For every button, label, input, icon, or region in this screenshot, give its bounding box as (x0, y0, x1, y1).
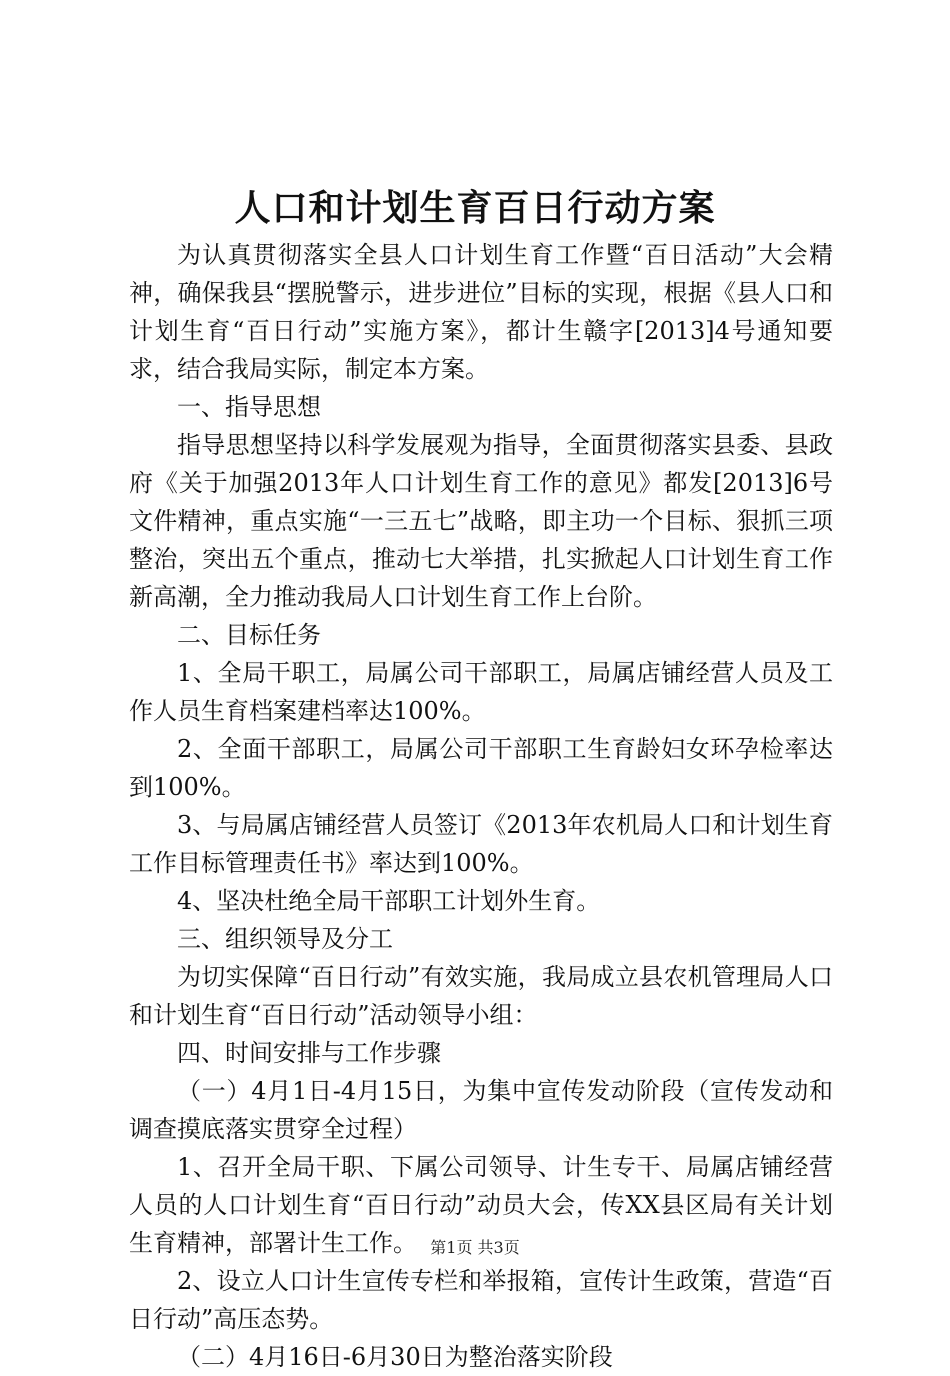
list-item-target-3: 3、与局属店铺经营人员签订《2013年农机局人口和计划生育工作目标管理责任书》率达到100%。 (129, 811, 833, 877)
section-heading-guiding-ideology: 一、指导思想 (177, 393, 321, 421)
list-item-target-4: 4、坚决杜绝全局干部职工计划外生育。 (177, 887, 601, 915)
paragraph-intro: 为认真贯彻落实全县人口计划生育工作暨“百日活动”大会精神，确保我县“摆脱警示，进步进位”目标的实现，根据《县人口和计划生育“百日行动”实施方案》，都计生赣字[2013]4号通知要求，结合我局实际，制定本方案。 (129, 241, 833, 383)
paragraph-organization: 为切实保障“百日行动”有效实施，我局成立县农机管理局人口和计划生育“百日行动”活动领导小组： (129, 963, 833, 1029)
list-item-phase-1-step-2: 2、设立人口计生宣传专栏和举报箱，宣传计生政策，营造“百日行动”高压态势。 (129, 1267, 833, 1333)
section-heading-schedule: 四、时间安排与工作步骤 (177, 1039, 441, 1067)
subsection-heading-phase-1: （一）4月1日-4月15日，为集中宣传发动阶段（宣传发动和调查摸底落实贯穿全过程） (129, 1077, 833, 1143)
document-title: 人口和计划生育百日行动方案 (234, 187, 716, 229)
list-item-target-2: 2、全面干部职工，局属公司干部职工生育龄妇女环孕检率达到100%。 (129, 735, 833, 801)
list-item-phase-1-step-1: 1、召开全局干职、下属公司领导、计生专干、局属店铺经营人员的人口计划生育“百日行动”动员大会，传XX县区局有关计划生育精神，部署计生工作。 (129, 1153, 833, 1257)
paragraph-guiding-ideology: 指导思想坚持以科学发展观为指导，全面贯彻落实县委、县政府《关于加强2013年人口计划生育工作的意见》都发[2013]6号文件精神，重点实施“一三五七”战略，即主功一个目标、狠抓三项整治，突出五个重点，推动七大举措，扎实掀起人口计划生育工作新高潮，全力推动我局人口计划生育工作上台阶。 (129, 431, 833, 611)
subsection-heading-phase-2: （二）4月16日-6月30日为整治落实阶段 (177, 1343, 613, 1371)
page-footer: 第1页 共3页 (430, 1238, 520, 1257)
list-item-target-1: 1、全局干职工，局属公司干部职工，局属店铺经营人员及工作人员生育档案建档率达100%。 (129, 659, 833, 725)
section-heading-targets: 二、目标任务 (177, 621, 321, 649)
document-body (129, 236, 833, 1376)
section-heading-organization: 三、组织领导及分工 (177, 925, 393, 953)
